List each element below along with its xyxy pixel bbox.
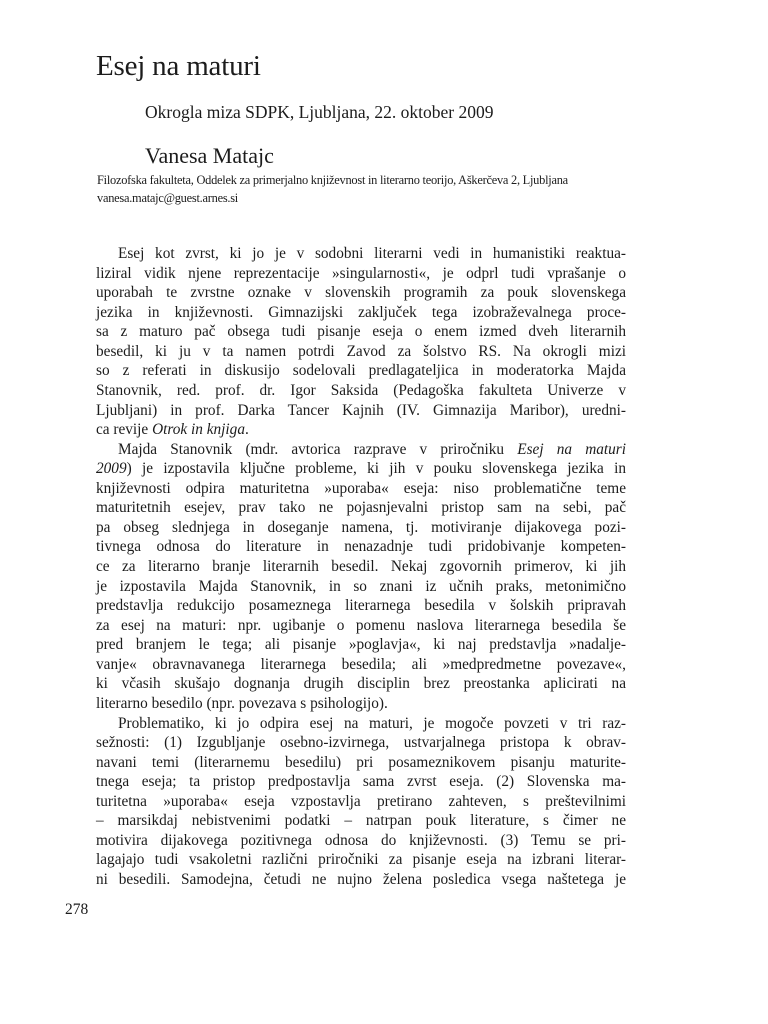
text-line: vanje« obravnavanega literarnega besedila; ali »medpredmetne povezave«,	[96, 655, 626, 673]
text-line: ce za literarno branje literarnih besedil. Nekaj zgovornih primerov, ki jih	[96, 558, 626, 575]
text-line	[96, 440, 626, 460]
text-line: je izpostavila Majda Stanovnik, in so znani iz učnih praks, metonimično	[96, 577, 626, 595]
author-affiliation: Filozofska fakulteta, Oddelek za primerjalno književnost in literarno teorijo, Aškerčeva 2, Ljubljana	[97, 173, 568, 187]
text-line	[96, 420, 626, 440]
text-line: jezika in književnosti. Gimnazijski zaključek tega izobraževalnega proce-	[96, 303, 626, 321]
text-line: uporabah te zvrstne oznake v slovenskih programih za pouk slovenskega	[96, 284, 626, 302]
author-name: Vanesa Matajc	[145, 143, 274, 168]
text-line: tivnega odnosa do literature in nenazadnje tudi pridobivanje kompeten-	[96, 538, 626, 556]
journal-title: Otrok in knjiga	[152, 421, 245, 439]
text-line: Ljubljani) in prof. Darka Tancer Kajnih (IV. Gimnazija Maribor), uredni-	[96, 401, 626, 419]
text-line: pred branjem le tega; ali pisanje »poglavja«, ki naj predstavlja »nadalje-	[96, 636, 626, 654]
text-line: turitetna »uporaba« eseja vzpostavlja pretirano zahteven, s preštevilnimi	[96, 792, 626, 810]
text-line: so z referati in diskusijo sodelovali predlagateljica in moderatorka Majda	[96, 362, 626, 380]
text-line: Esej kot zvrst, ki jo je v sodobni literarni vedi in humanistiki reaktua-	[118, 245, 626, 262]
paragraph-1	[96, 244, 626, 440]
text-line: tnega eseja; ta pristop predpostavlja sama zvrst eseja. (2) Slovenska ma-	[96, 773, 626, 791]
text-line: navani temi (literarnemu besedilu) pri posameznikovem pisanju maturite-	[96, 753, 626, 771]
text-line: Problematiko, ki jo odpira esej na maturi, je mogoče povzeti v tri raz-	[118, 714, 626, 732]
text-line: liziral vidik njene reprezentacije »singularnosti«, je odprl tudi vprašanje o	[96, 264, 626, 282]
text-run: Majda Stanovnik (mdr. avtorica razprave v priročniku	[118, 440, 518, 458]
book-title: Esej na maturi	[517, 440, 626, 458]
text-line: besedil, ki ju v ta namen potrdi Zavod za šolstvo RS. Na okrogli mizi	[96, 342, 626, 360]
text-line: motivira dijakovega pozitivnega odnosa do književnosti. (3) Temu se pri-	[96, 831, 626, 849]
author-email: vanesa.matajc@guest.arnes.si	[97, 191, 238, 205]
event-subtitle: Okrogla miza SDPK, Ljubljana, 22. oktober 2009	[145, 102, 494, 122]
text-line: za esej na maturi: npr. ugibanje o pomenu naslova literarnega besedila še	[96, 616, 626, 634]
text-run: ) je izpostavila ključne probleme, ki jih v pouku slovenskega jezika in	[126, 460, 626, 478]
text-line: književnosti odpira maturitetna »uporaba« eseja: niso problematične teme	[96, 479, 626, 497]
paragraph-2	[96, 440, 626, 714]
text-run: ca revije	[96, 421, 153, 439]
text-line: – marsikdaj nebistvenimi podatki – natrpan pouk literature, s čimer ne	[96, 812, 626, 830]
text-run: .	[244, 421, 249, 439]
page-number: 278	[65, 901, 89, 918]
text-line: maturitetnih esejev, prav tako ne pojasnjevalni pristop sam na sebi, pač	[96, 499, 626, 517]
text-line: predstavlja redukcijo posameznega literarnega besedila v šolskih pripravah	[96, 597, 626, 615]
text-line: Stanovnik, red. prof. dr. Igor Saksida (Pedagoška fakulteta Univerze v	[96, 381, 626, 399]
text-line: sežnosti: (1) Izgubljanje osebno-izvirnega, ustvarjalnega pristopa k obrav-	[96, 734, 626, 752]
text-line: pa obseg slednjega in doseganje namena, tj. motiviranje dijakovega pozi-	[96, 518, 626, 536]
text-line: lagajajo tudi vsakoletni različni priročniki za pisanje eseja na izbrani literar-	[96, 851, 626, 869]
text-line: ni besedili. Samodejna, četudi ne nujno želena posledica vsega naštetega je	[96, 871, 626, 888]
page-title: Esej na maturi	[96, 50, 261, 82]
text-line: sa z maturo pač obsega tudi pisanje eseja o enem izmed dveh literarnih	[96, 323, 626, 341]
text-line	[96, 459, 626, 479]
text-line: ki včasih skušajo dognanja drugih disciplin brez preostanka aplicirati na	[96, 675, 626, 693]
paragraph-3	[96, 714, 626, 890]
book-title-year: 2009	[96, 460, 127, 478]
text-line: literarno besedilo (npr. povezava s psihologijo).	[96, 694, 388, 712]
article-body	[96, 244, 626, 890]
